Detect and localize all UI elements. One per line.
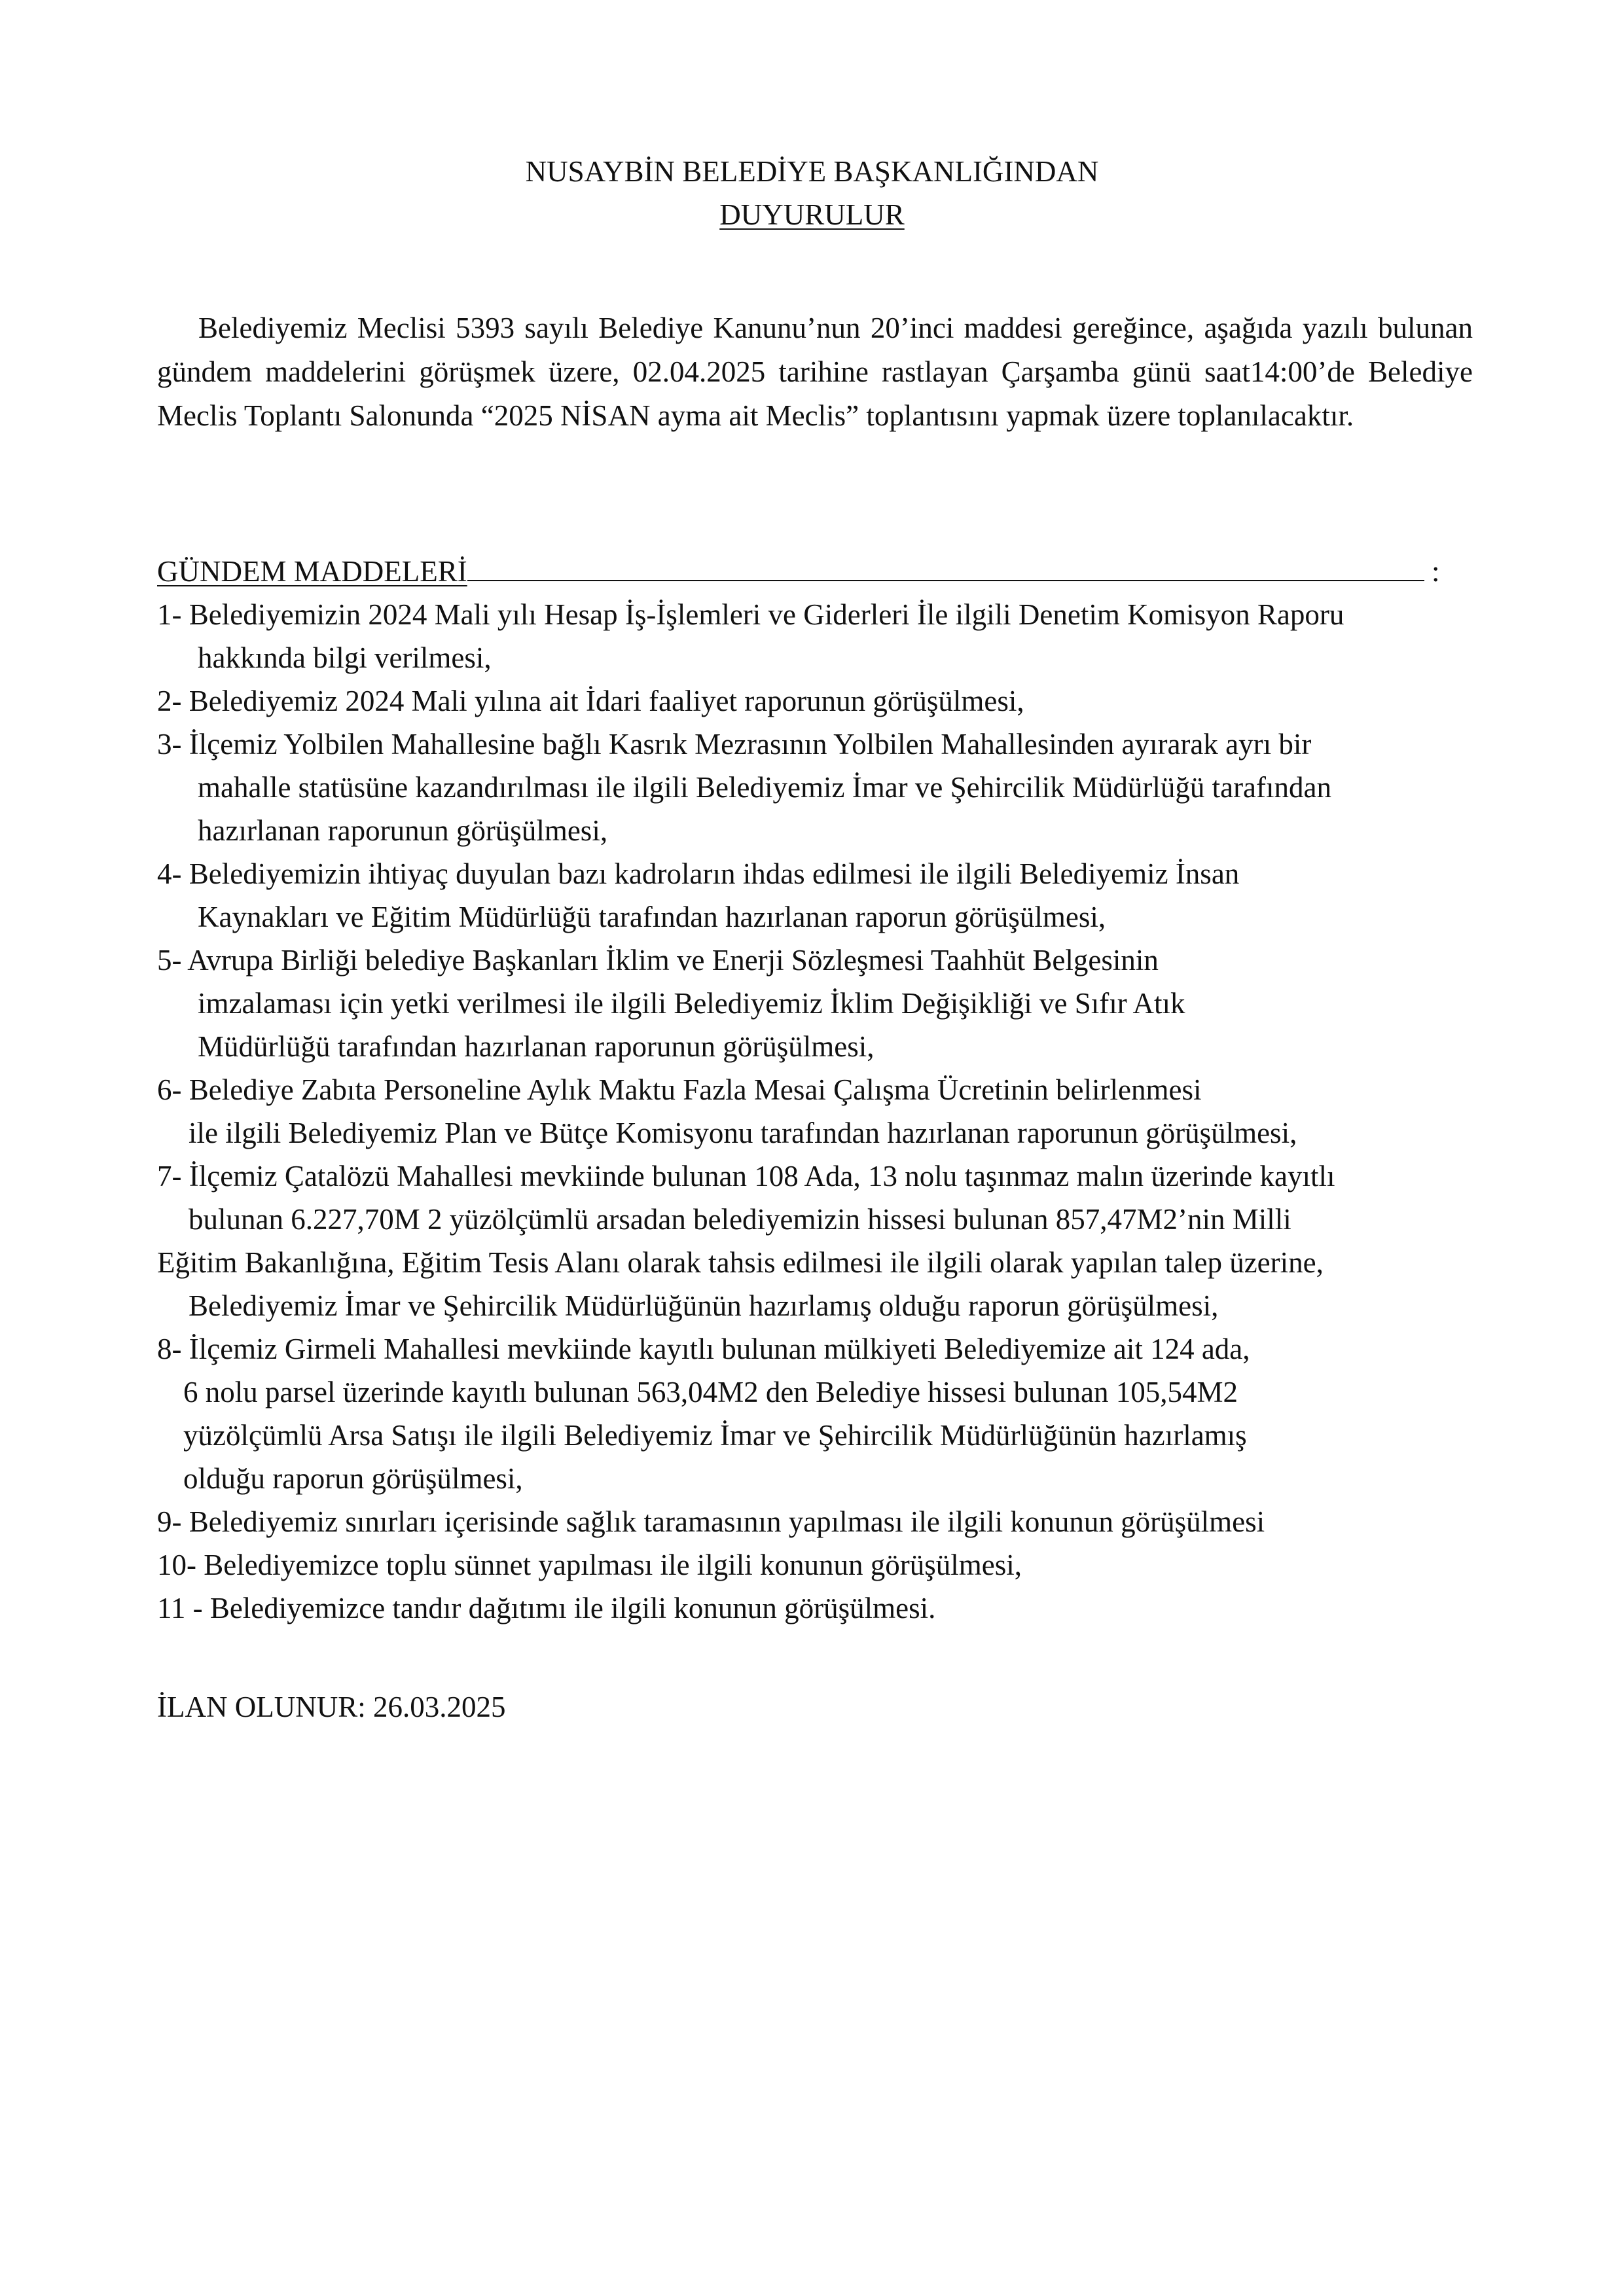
agenda-item-line: 6- Belediye Zabıta Personeline Aylık Maktu Fazla Mesai Çalışma Ücretinin belirlenmesi xyxy=(157,1073,1202,1106)
agenda-item xyxy=(157,593,1492,679)
agenda-item-line: Kaynakları ve Eğitim Müdürlüğü tarafından hazırlanan raporun görüşülmesi, xyxy=(198,901,1106,933)
agenda-heading-suffix: : xyxy=(1431,555,1440,588)
agenda-item-line: 3- İlçemiz Yolbilen Mahallesine bağlı Kasrık Mezrasının Yolbilen Mahallesinden ayırarak ayrı bir xyxy=(157,728,1312,761)
agenda-heading-label: GÜNDEM MADDELERİ xyxy=(157,555,467,588)
agenda-item xyxy=(157,1327,1492,1500)
agenda-item xyxy=(157,852,1492,939)
agenda-item-line: 9- Belediyemiz sınırları içerisinde sağlık taramasının yapılması ile ilgili konunun görüşülmesi xyxy=(157,1505,1265,1538)
document-subtitle xyxy=(0,195,1624,234)
agenda-item-line: 5- Avrupa Birliği belediye Başkanları İklim ve Enerji Sözleşmesi Taahhüt Belgesinin xyxy=(157,944,1159,977)
agenda-item-line: 2- Belediyemiz 2024 Mali yılına ait İdari faaliyet raporunun görüşülmesi, xyxy=(157,685,1024,717)
agenda-item-line: olduğu raporun görüşülmesi, xyxy=(183,1462,523,1495)
agenda-item-line: 6 nolu parsel üzerinde kayıtlı bulunan 563,04M2 den Belediye hissesi bulunan 105,54M2 xyxy=(183,1376,1238,1408)
agenda-item xyxy=(157,1500,1492,1543)
agenda-item xyxy=(157,939,1492,1068)
agenda-item-line: hazırlanan raporunun görüşülmesi, xyxy=(198,814,608,847)
closing-announcement: İLAN OLUNUR: 26.03.2025 xyxy=(157,1691,506,1723)
agenda-item xyxy=(157,1587,1492,1630)
agenda-item xyxy=(157,679,1492,723)
agenda-item-line: 8- İlçemiz Girmeli Mahallesi mevkiinde kayıtlı bulunan mülkiyeti Belediyemize ait 124 ada, xyxy=(157,1333,1250,1365)
agenda-item-line: hakkında bilgi verilmesi, xyxy=(198,641,492,674)
agenda-item xyxy=(157,1543,1492,1587)
agenda-item xyxy=(157,1068,1492,1155)
agenda-item-line: 4- Belediyemizin ihtiyaç duyulan bazı kadroların ihdas edilmesi ile ilgili Belediyemiz İnsan xyxy=(157,857,1240,890)
agenda-item-line: 11 - Belediyemizce tandır dağıtımı ile ilgili konunun görüşülmesi. xyxy=(157,1592,936,1624)
agenda-item-line: Eğitim Bakanlığına, Eğitim Tesis Alanı olarak tahsis edilmesi ile ilgili olarak yapılan talep üzerine, xyxy=(157,1246,1324,1279)
agenda-item-line: yüzölçümlü Arsa Satışı ile ilgili Belediyemiz İmar ve Şehircilik Müdürlüğünün hazırlamış xyxy=(183,1419,1247,1452)
agenda-heading-rule xyxy=(467,551,1424,581)
agenda-heading xyxy=(157,551,1473,591)
agenda-item xyxy=(157,723,1492,852)
agenda-list xyxy=(157,593,1492,1630)
intro-paragraph: Belediyemiz Meclisi 5393 sayılı Belediye Kanunu’nun 20’inci maddesi gereğince, aşağıda yazılı bulunan gündem maddelerini görüşmek üzere, 02.04.2025 tarihine rastlayan Çarşamba günü saat14:00’de Belediye Meclis Toplantı Salonunda “2025 NİSAN ayma ait Meclis” toplantısını yapmak üzere toplanılacaktır. xyxy=(157,312,1473,432)
agenda-item-line: ile ilgili Belediyemiz Plan ve Bütçe Komisyonu tarafından hazırlanan raporunun görüşülmesi, xyxy=(189,1117,1297,1149)
agenda-item-line: 10- Belediyemizce toplu sünnet yapılması ile ilgili konunun görüşülmesi, xyxy=(157,1549,1022,1581)
agenda-item-line: mahalle statüsüne kazandırılması ile ilgili Belediyemiz İmar ve Şehircilik Müdürlüğü tarafından xyxy=(198,771,1331,804)
agenda-item-line: 7- İlçemiz Çatalözü Mahallesi mevkiinde bulunan 108 Ada, 13 nolu taşınmaz malın üzerinde kayıtlı xyxy=(157,1160,1335,1193)
agenda-item-line: imzalaması için yetki verilmesi ile ilgili Belediyemiz İklim Değişikliği ve Sıfır Atık xyxy=(198,987,1185,1020)
document-subtitle-text: DUYURULUR xyxy=(719,198,905,231)
document-title: NUSAYBİN BELEDİYE BAŞKANLIĞINDAN xyxy=(525,155,1099,188)
agenda-item-line: bulunan 6.227,70M 2 yüzölçümlü arsadan belediyemizin hissesi bulunan 857,47M2’nin Milli xyxy=(189,1203,1291,1236)
agenda-item xyxy=(157,1155,1492,1327)
agenda-item-line: Müdürlüğü tarafından hazırlanan raporunun görüşülmesi, xyxy=(198,1030,875,1063)
agenda-item-line: Belediyemiz İmar ve Şehircilik Müdürlüğünün hazırlamış olduğu raporun görüşülmesi, xyxy=(189,1289,1219,1322)
agenda-item-line: 1- Belediyemizin 2024 Mali yılı Hesap İş-İşlemleri ve Giderleri İle ilgili Denetim Komisyon Raporu xyxy=(157,598,1344,631)
